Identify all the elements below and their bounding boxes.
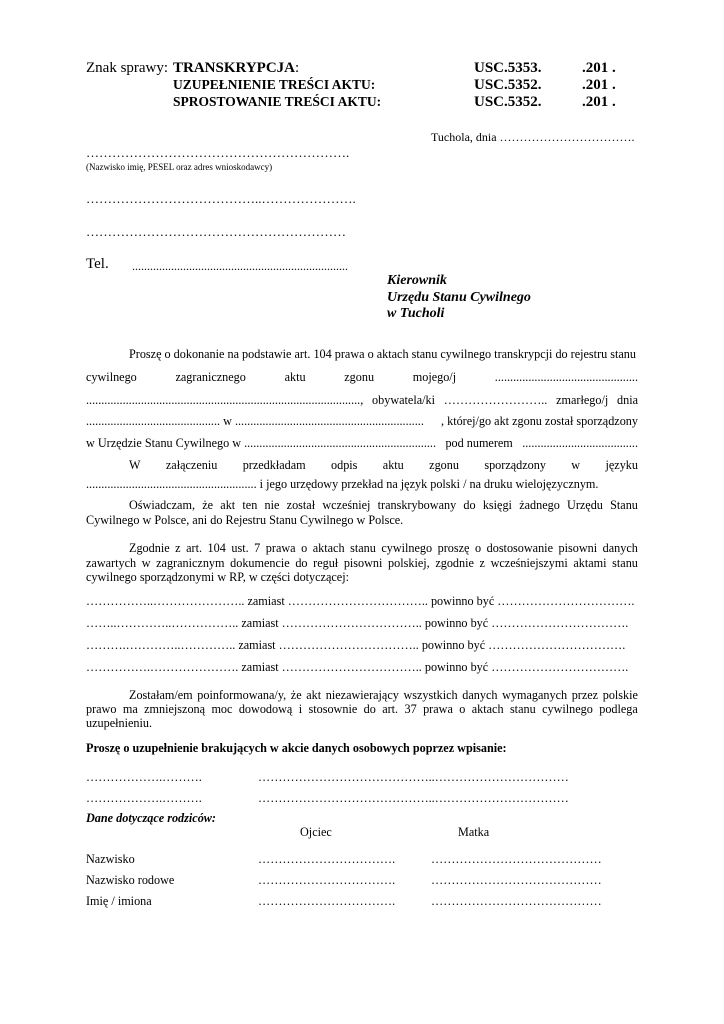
parents-heading: Dane dotyczące rodziców: [86, 811, 216, 825]
applicant-line-3[interactable]: …………………………………………………… [86, 224, 346, 239]
recipient-line-3: w Tucholi [387, 306, 445, 321]
registry-office-field[interactable]: w Urzędzie Stanu Cywilnego w ............................................................... [86, 436, 437, 450]
spelling-row-4[interactable]: …………….…………………. zamiast …………………………….. powinno być ……………………………. [86, 660, 629, 674]
header-code-transcription: USC.5353. [474, 60, 542, 76]
spelling-line-3: cywilnego sporządzonymi w RP, w części dotyczącej: [86, 570, 349, 584]
request-line-6: W załączeniu przedkładam odpis aktu zgonu sporządzony w języku [129, 458, 638, 472]
applicant-line-2[interactable]: …………………………………..…………………. [86, 191, 356, 206]
recipient-line-2: Urzędu Stanu Cywilnego [387, 289, 531, 305]
father-maiden-field[interactable]: ……………………………. [258, 873, 396, 887]
header-year-correction: .201 . [582, 94, 616, 110]
request-line-7[interactable]: ........................................................ i jego urzędowy przekład na język polski / na druku wielojęzycznym. [86, 477, 599, 491]
declaration-line-1: Oświadczam, że akt ten nie został wcześniej transkrybowany do księgi żadnego Urzędu Stanu [129, 498, 638, 512]
supplement-heading: Proszę o uzupełnienie brakujących w akcie danych osobowych poprzez wpisanie: [86, 741, 507, 755]
father-names-field[interactable]: ……………………………. [258, 894, 396, 908]
request-line-3: .........................................................................................., obywatela/ki …………………….. zmarłego/j dnia [86, 393, 638, 407]
supplement-row-1-left[interactable]: ……………….………. [86, 770, 202, 784]
applicant-line-1[interactable]: ……………………………………………………. [86, 145, 350, 160]
request-line-1: Proszę o dokonanie na podstawie art. 104 prawa o aktach stanu cywilnego transkrypcji do rejestru stanu [129, 347, 636, 361]
parents-row-names-label: Imię / imiona [86, 894, 152, 908]
phone-field[interactable]: ........................................................................ [132, 259, 348, 273]
applicant-caption: (Nazwisko imię, PESEL oraz adres wnioskodawcy) [86, 162, 273, 172]
death-date-place-field[interactable]: ............................................ w .............................................................. [86, 414, 424, 428]
phone-label: Tel. [86, 256, 109, 272]
spelling-line-1: Zgodnie z art. 104 ust. 7 prawa o aktach stanu cywilnego proszę o dostosowanie pisowni danych [129, 541, 638, 555]
parents-row-maiden-label: Nazwisko rodowe [86, 873, 175, 887]
spelling-row-2[interactable]: ……..…………..…………….. zamiast …………………………….. powinno być ……………………………. [86, 616, 629, 630]
informed-line-1: Zostałam/em poinformowana/y, że akt niezawierający wszystkich danych wymaganych przez polskie [129, 688, 638, 702]
deceased-name-field[interactable]: ............................................... [494, 370, 638, 384]
column-father: Ojciec [300, 825, 332, 839]
column-mother: Matka [458, 825, 490, 839]
spelling-row-3[interactable]: ……….…………..………….. zamiast …………………………….. powinno być ……………………………. [86, 638, 626, 652]
mother-names-field[interactable]: …………………………………… [431, 894, 602, 908]
informed-line-3: uzupełnieniu. [86, 716, 152, 730]
act-number-field[interactable]: ...................................... [522, 436, 638, 450]
declaration-line-2: Cywilnego w Polsce, ani do Rejestru Stanu Cywilnego w Polsce. [86, 513, 404, 527]
header-code-supplement: USC.5352. [474, 77, 542, 93]
header-code-correction: USC.5352. [474, 94, 542, 110]
recipient-block [387, 273, 531, 323]
supplement-row-1-right[interactable]: ……………………………………..…………………………… [258, 770, 569, 784]
mother-surname-field[interactable]: …………………………………… [431, 852, 602, 866]
spelling-row-1[interactable]: ……………..………………….. zamiast …………………………….. powinno być ……………………………. [86, 594, 635, 608]
informed-line-2: prawo ma zmniejszoną moc dowodową i stosownie do art. 37 prawa o aktach stanu cywilnego podlega [86, 702, 638, 716]
recipient-line-1: Kierownik [387, 273, 447, 288]
request-line-4: ............................................ w .............................................................. , której/go akt zgonu został sporządzony [86, 414, 638, 428]
case-number-label: Znak sprawy: [86, 60, 169, 76]
mother-maiden-field[interactable]: …………………………………… [431, 873, 602, 887]
header-row-transcription: TRANSKRYPCJA: [173, 60, 300, 76]
supplement-row-2-left[interactable]: ……………….………. [86, 791, 202, 805]
parents-row-surname-label: Nazwisko [86, 852, 135, 866]
citizenship-field[interactable]: …………………….. [443, 393, 548, 407]
header-year-transcription: .201 . [582, 60, 616, 76]
spelling-line-2: zawartych w zagranicznym dokumencie do reguł pisowni polskiej, zgodnie z wcześniejszymi aktami stanu [86, 556, 638, 570]
deceased-detail-field[interactable]: .........................................................................................., [86, 393, 364, 407]
supplement-row-2-right[interactable]: ……………………………………..…………………………… [258, 791, 569, 805]
header-row-correction: SPROSTOWANIE TREŚCI AKTU: [173, 94, 382, 109]
header-year-supplement: .201 . [582, 77, 616, 93]
request-line-2: cywilnego zagranicznego aktu zgonu mojego/j ............................................... [86, 370, 638, 384]
request-line-5: w Urzędzie Stanu Cywilnego w ............................................................... pod numerem ...................................... [86, 436, 638, 450]
header-row-supplement: UZUPEŁNIENIE TREŚCI AKTU: [173, 77, 376, 92]
father-surname-field[interactable]: ……………………………. [258, 852, 396, 866]
place-date-field[interactable]: Tuchola, dnia ……………………………. [431, 130, 635, 144]
